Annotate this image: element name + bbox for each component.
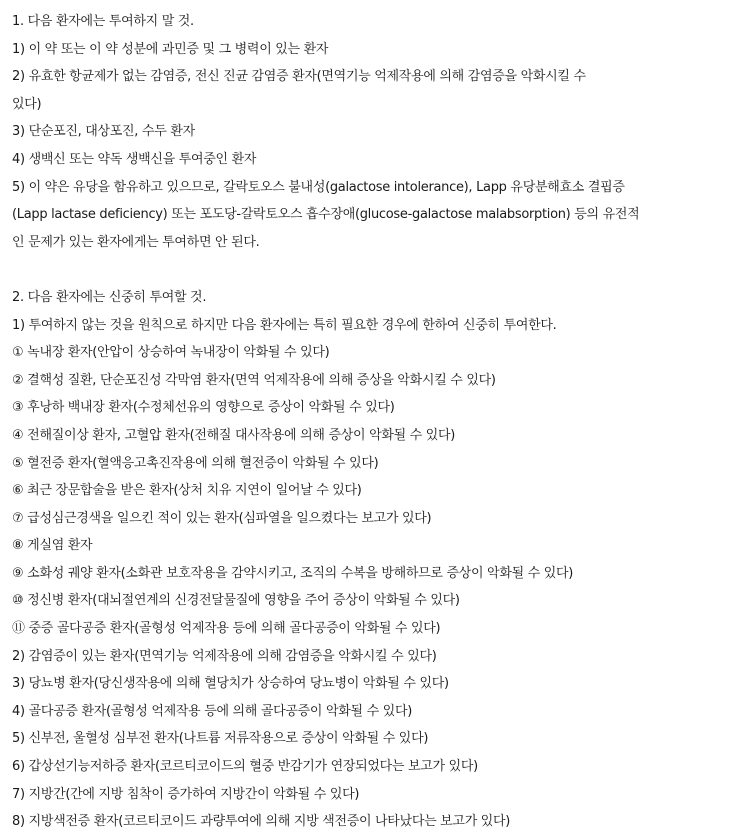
list-item: 4) 골다공증 환자(골형성 억제작용 등에 의해 골다공증이 악화될 수 있다) [12, 703, 413, 719]
list-item: 3) 단순포진, 대상포진, 수두 환자 [12, 124, 195, 140]
list-item: 2) 감염증이 있는 환자(면역기능 억제작용에 의해 감염증을 악화시킬 수 있다) [12, 648, 437, 664]
list-item: 6) 갑상선기능저하증 환자(코르티코이드의 혈중 반감기가 연장되었다는 보고가 있다) [12, 759, 478, 775]
list-item: ⑦ 급성심근경색을 일으킨 적이 있는 환자(심파열을 일으켰다는 보고가 있다) [12, 510, 432, 526]
list-item-continuation: 있다) [12, 96, 42, 112]
list-item: ① 녹내장 환자(안압이 상승하여 녹내장이 악화될 수 있다) [12, 345, 330, 361]
list-item-continuation: 인 문제가 있는 환자에게는 투여하면 안 된다. [12, 234, 260, 250]
list-item: ⑥ 최근 장문합술을 받은 환자(상처 치유 지연이 일어날 수 있다) [12, 483, 362, 499]
spacer [12, 256, 738, 284]
list-item: ④ 전해질이상 환자, 고혈압 환자(전해질 대사작용에 의해 증상이 악화될 수 있다) [12, 427, 456, 443]
list-item: ⑤ 혈전증 환자(혈액응고촉진작용에 의해 혈전증이 악화될 수 있다) [12, 455, 379, 471]
list-item-continuation: (Lapp lactase deficiency) 또는 포도당-갈락토오스 흡수장애(glucose-galactose malabsorption) 등의 유전적 [12, 207, 640, 223]
list-item: ⑩ 정신병 환자(대뇌절연계의 신경전달물질에 영향을 주어 증상이 악화될 수 있다) [12, 593, 460, 609]
list-item: 7) 지방간(간에 지방 침착이 증가하여 지방간이 악화될 수 있다) [12, 786, 360, 802]
list-item: 2) 유효한 항균제가 없는 감염증, 전신 진균 감염증 환자(면역기능 억제작용에 의해 감염증을 악화시킬 수 [12, 69, 586, 85]
list-item: ③ 후낭하 백내장 환자(수정체선유의 영향으로 증상이 악화될 수 있다) [12, 400, 395, 416]
list-item: ⑪ 중증 골다공증 환자(골형성 억제작용 등에 의해 골다공증이 악화될 수 있다) [12, 621, 441, 637]
list-item: 1) 이 약 또는 이 약 성분에 과민증 및 그 병력이 있는 환자 [12, 41, 329, 57]
list-item: 1) 투여하지 않는 것을 원칙으로 하지만 다음 환자에는 특히 필요한 경우에 한하여 신중히 투여한다. [12, 317, 557, 333]
section-contraindications [12, 8, 738, 256]
section-heading: 2. 다음 환자에는 신중히 투여할 것. [12, 289, 207, 305]
list-item: ⑧ 게실염 환자 [12, 538, 93, 554]
list-item: ⑨ 소화성 궤양 환자(소화관 보호작용을 감약시키고, 조직의 수복을 방해하므로 증상이 악화될 수 있다) [12, 565, 574, 581]
section-heading: 1. 다음 환자에는 투여하지 말 것. [12, 14, 194, 29]
list-item: 4) 생백신 또는 약독 생백신을 투여중인 환자 [12, 151, 257, 167]
list-item: 8) 지방색전증 환자(코르티코이드 과량투여에 의해 지방 색전증이 나타났다는 보고가 있다) [12, 814, 511, 830]
list-item: ② 결핵성 질환, 단순포진성 각막염 환자(면역 억제작용에 의해 증상을 악화시킬 수 있다) [12, 372, 496, 388]
section-precautions [12, 284, 738, 836]
list-item: 3) 당뇨병 환자(당신생작용에 의해 혈당치가 상승하여 당뇨병이 악화될 수 있다) [12, 676, 449, 692]
list-item: 5) 이 약은 유당을 함유하고 있으므로, 갈락토오스 불내성(galactose intolerance), Lapp 유당분해효소 결핍증 [12, 179, 625, 195]
list-item: 5) 신부전, 울혈성 심부전 환자(나트륨 저류작용으로 증상이 악화될 수 있다) [12, 731, 429, 747]
